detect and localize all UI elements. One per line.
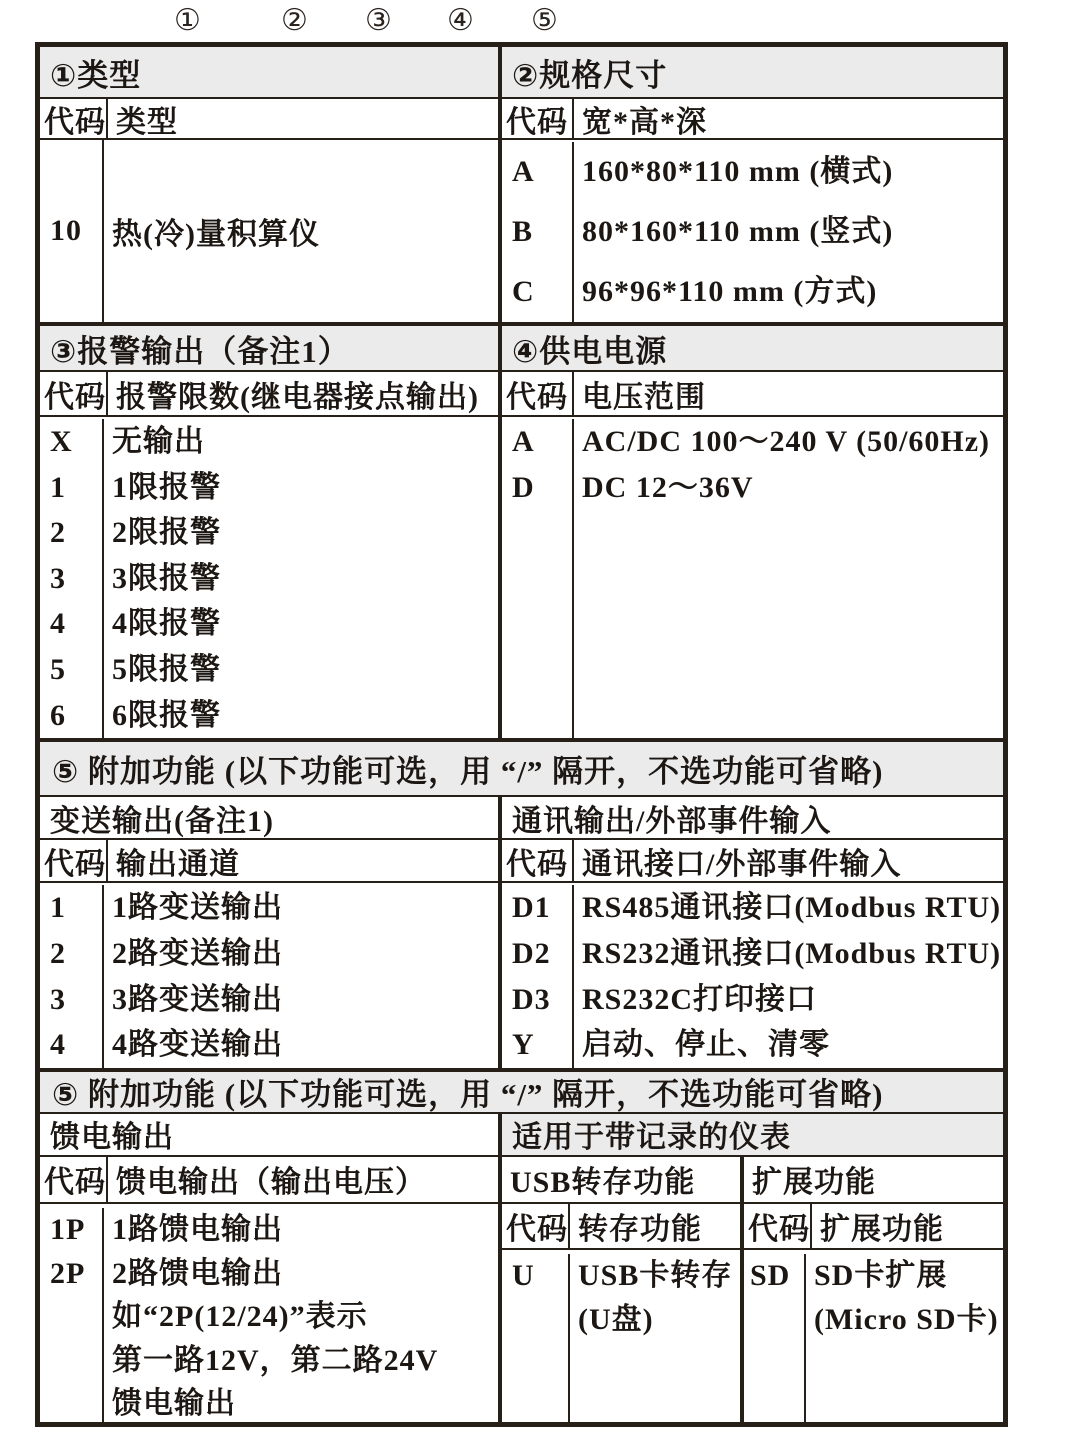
- cell-desc: USB卡转存 (U盘): [578, 1258, 733, 1336]
- section-alarm-power: [40, 326, 1003, 738]
- feed-column-headers: [40, 1157, 498, 1202]
- cell-code: X 1 2 3 4 5 6: [40, 419, 104, 738]
- cell-code: D1 D2 D3 Y: [502, 885, 574, 1068]
- column-header-desc: 输出通道: [116, 847, 240, 881]
- size-rows: [502, 140, 1003, 322]
- section-title-type: ①类型: [40, 47, 498, 97]
- circled-number-5: ⑤: [531, 4, 558, 37]
- subsection-title-comm: 通讯输出/外部事件输入: [512, 804, 832, 838]
- ext-column-headers: [744, 1204, 1003, 1248]
- circled-number-1: ①: [174, 4, 201, 37]
- additional-functions-band: ⑤ 附加功能 (以下功能可选，用 “/” 隔开，不选功能可省略): [40, 742, 1003, 795]
- column-header-desc: 转存功能: [578, 1212, 702, 1246]
- ext-rows: [744, 1250, 1003, 1426]
- column-header-code: 代码: [40, 372, 108, 415]
- cell-desc: 1路变送输出 2路变送输出 3路变送输出 4路变送输出: [112, 891, 283, 1062]
- transmit-rows: [40, 883, 498, 1068]
- usb-subtable: [502, 1157, 740, 1426]
- cell-code: 1 2 3 4: [40, 885, 104, 1068]
- column-header-desc: 通讯接口/外部事件输入: [582, 847, 902, 881]
- column-header-desc: 报警限数(继电器接点输出): [116, 380, 479, 414]
- selection-code-table: [35, 42, 1008, 1427]
- column-header-desc: 类型: [116, 105, 178, 139]
- column-header-code: 代码: [502, 840, 574, 881]
- usb-title: USB转存功能: [510, 1166, 696, 1200]
- column-header-code: 代码: [40, 840, 108, 881]
- section-title-power: ④供电电源: [502, 326, 1003, 370]
- subsection-title-transmit: 变送输出(备注1): [50, 804, 274, 838]
- additional-functions-band: ⑤ 附加功能 (以下功能可选，用 “/” 隔开，不选功能可省略): [40, 1072, 1003, 1112]
- column-header-code: 代码: [40, 99, 108, 138]
- subsection-title-feed: 馈电输出: [50, 1121, 174, 1155]
- column-header-code: 代码: [502, 372, 574, 415]
- type-rows: [40, 140, 498, 322]
- size-column-headers: [502, 99, 1003, 138]
- circled-number-4: ④: [447, 4, 474, 37]
- column-header-desc: 宽*高*深: [582, 105, 707, 139]
- usb-rows: [502, 1250, 740, 1426]
- section-feed-record: [40, 1114, 1003, 1426]
- type-column-headers: [40, 99, 498, 138]
- section-title-alarm: ③报警输出（备注1）: [40, 326, 498, 370]
- column-header-code: 代码: [744, 1204, 812, 1248]
- circled-number-3: ③: [365, 4, 392, 37]
- alarm-column-headers: [40, 372, 498, 415]
- column-header-code: 代码: [502, 99, 574, 138]
- comm-rows: [502, 883, 1003, 1068]
- power-column-headers: [502, 372, 1003, 415]
- cell-desc: 160*80*110 mm (横式) 80*160*110 mm (竖式) 96*96*110 mm (方式): [582, 155, 894, 308]
- cell-code: U: [502, 1254, 570, 1426]
- subsection-title-record: 适用于带记录的仪表: [502, 1114, 1003, 1155]
- circled-number-2: ②: [281, 4, 308, 37]
- column-header-desc: 电压范围: [582, 380, 706, 414]
- power-rows: [502, 417, 1003, 738]
- cell-desc: 热(冷)量积算仪: [112, 218, 320, 251]
- column-header-code: 代码: [502, 1204, 570, 1248]
- cell-desc: 无输出 1限报警 2限报警 3限报警 4限报警 5限报警 6限报警: [112, 425, 221, 732]
- column-header-code: 代码: [40, 1157, 108, 1202]
- section-transmit-comm: [40, 797, 1003, 1068]
- record-subtables: [502, 1157, 1003, 1426]
- alarm-rows: [40, 417, 498, 738]
- ext-title: 扩展功能: [752, 1166, 876, 1200]
- cell-code: SD: [744, 1254, 806, 1426]
- transmit-column-headers: [40, 840, 498, 881]
- cell-code: 10: [40, 140, 104, 322]
- column-header-desc: 馈电输出（输出电压）: [116, 1166, 426, 1200]
- column-header-desc: 扩展功能: [820, 1212, 944, 1246]
- cell-desc: 1路馈电输出 2路馈电输出 如“2P(12/24)”表示 第一路12V，第二路24V 馈电输出: [112, 1212, 439, 1421]
- usb-column-headers: [502, 1204, 740, 1248]
- feed-rows: [40, 1204, 498, 1426]
- section-title-size: ②规格尺寸: [502, 47, 1003, 97]
- cell-code: A D: [502, 419, 574, 738]
- cell-code: A B C: [502, 142, 574, 322]
- cell-code: 1P 2P: [40, 1208, 104, 1426]
- section-type-size: [40, 47, 1003, 322]
- sd-subtable: [744, 1157, 1003, 1426]
- cell-desc: RS485通讯接口(Modbus RTU) RS232通讯接口(Modbus RTU) RS232C打印接口 启动、停止、清零: [582, 891, 1002, 1062]
- cell-desc: SD卡扩展 (Micro SD卡): [814, 1258, 999, 1336]
- comm-column-headers: [502, 840, 1003, 881]
- cell-desc: AC/DC 100～240 V (50/60Hz) DC 12～36V: [582, 425, 991, 504]
